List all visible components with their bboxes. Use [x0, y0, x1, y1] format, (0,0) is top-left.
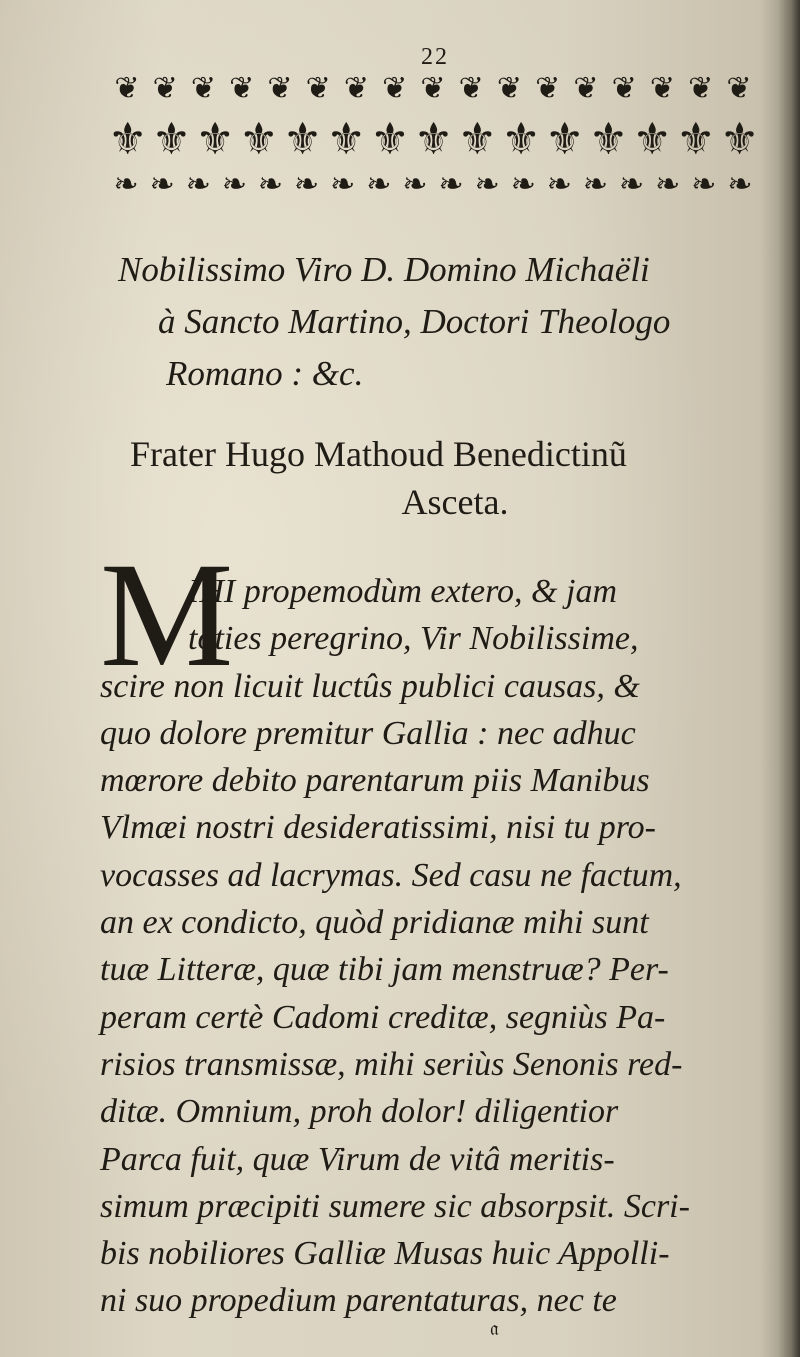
text-line: bis nobiliores Galliæ Musas huic Appolli- [100, 1235, 670, 1273]
fleuron-icon: ⚜ [326, 114, 366, 165]
ornament-row-middle [108, 114, 760, 170]
fleuron-icon: ❧ [366, 167, 392, 202]
fleuron-icon: ⚜ [282, 114, 323, 165]
fleuron-icon: ❧ [438, 167, 464, 202]
fleuron-icon: ❦ [649, 71, 676, 106]
author-line: Frater Hugo Mathoud Benedictinũ [130, 434, 627, 474]
text-line: ni suo propedium parentaturas, nec te [100, 1282, 617, 1320]
dedication-line: Nobilissimo Viro D. Domino Michaëli [118, 250, 650, 289]
fleuron-icon: ❧ [510, 167, 536, 202]
page-number: 22 [421, 44, 449, 70]
fleuron-icon: ❦ [229, 71, 255, 106]
text-line: Parca fuit, quæ Virum de vitâ meritis- [100, 1140, 615, 1178]
fleuron-icon: ⚜ [719, 114, 760, 165]
text-line: an ex condicto, quòd pridianæ mihi sunt [100, 904, 649, 942]
fleuron-icon: ⚜ [239, 114, 279, 165]
text-line: Vlmæi nostri desideratissimi, nisi tu pro- [100, 809, 657, 847]
fleuron-icon: ❧ [474, 167, 500, 202]
fleuron-icon: ❦ [726, 71, 752, 106]
fleuron-icon: ❦ [458, 71, 484, 106]
fleuron-icon: ❧ [330, 167, 356, 202]
fleuron-icon: ❧ [113, 167, 139, 202]
fleuron-icon: ❦ [382, 71, 408, 106]
fleuron-icon: ❧ [221, 167, 247, 202]
text-line: simum præcipiti sumere sic absorpsit. Scri- [100, 1187, 690, 1225]
fleuron-icon: ❦ [611, 71, 637, 106]
fleuron-icon: ❧ [655, 167, 681, 202]
text-line: risios transmissæ, mihi seriùs Senonis red- [100, 1045, 683, 1083]
fleuron-icon: ❦ [573, 71, 599, 106]
text-line: mœrore debito parentarum piis Manibus [100, 762, 650, 800]
fleuron-icon: ❧ [691, 167, 717, 202]
ornamental-headpiece [108, 71, 768, 214]
letter-body [100, 568, 770, 1325]
fleuron-icon: ❦ [152, 71, 178, 106]
author-heading [120, 430, 770, 526]
text-line: toties peregrino, Vir Nobilissime, [188, 620, 639, 658]
fleuron-icon: ⚜ [501, 114, 541, 165]
fleuron-icon: ⚜ [413, 114, 454, 165]
fleuron-icon: ⚜ [151, 114, 192, 165]
text-line: peram certè Cadomi creditæ, segniùs Pa- [100, 998, 666, 1036]
fleuron-icon: ⚜ [676, 114, 716, 165]
fleuron-icon: ❧ [294, 167, 320, 202]
fleuron-icon: ❦ [420, 71, 446, 106]
fleuron-icon: ⚜ [370, 114, 410, 165]
author-line: Asceta. [401, 482, 509, 522]
fleuron-icon: ❧ [402, 167, 428, 202]
text-line: tuæ Litteræ, quæ tibi jam menstruæ? Per- [100, 951, 669, 989]
fleuron-icon: ❦ [496, 71, 523, 106]
fleuron-icon: ⚜ [632, 114, 672, 165]
dedication-heading [118, 244, 768, 400]
fleuron-icon: ❦ [343, 71, 370, 106]
text-line: scire non licuit luctûs publici causas, & [100, 667, 640, 705]
fleuron-icon: ❦ [688, 71, 714, 106]
fleuron-icon: ❧ [546, 167, 572, 202]
dedication-line: Romano : &c. [166, 354, 364, 393]
fleuron-icon: ❧ [619, 167, 645, 202]
fleuron-icon: ⚜ [545, 114, 585, 165]
drop-capital: M [100, 532, 234, 698]
fleuron-icon: ❦ [114, 71, 140, 106]
fleuron-icon: ⚜ [588, 114, 629, 165]
fleuron-icon: ❦ [190, 71, 217, 106]
dedication-line: à Sancto Martino, Doctori Theologo [158, 302, 671, 341]
fleuron-icon: ❦ [267, 71, 293, 106]
fleuron-icon: ⚜ [457, 114, 498, 165]
fleuron-icon: ❧ [185, 167, 211, 202]
text-line: vocasses ad lacrymas. Sed casu ne factum, [100, 856, 682, 894]
fleuron-icon: ❧ [149, 167, 175, 202]
fleuron-icon: ❦ [535, 71, 561, 106]
text-line: IHI propemodùm extero, & jam [188, 573, 618, 610]
fleuron-icon: ❦ [305, 71, 331, 106]
ornament-row-top [108, 71, 758, 118]
fleuron-icon: ❧ [727, 167, 753, 202]
ornament-row-bottom [108, 167, 758, 210]
signature-mark: 𝔞 [490, 1318, 499, 1340]
fleuron-icon: ❧ [582, 167, 609, 202]
page-binding-edge [778, 0, 800, 1357]
text-line: ditæ. Omnium, proh dolor! diligentior [100, 1093, 619, 1131]
text-line: quo dolore premitur Gallia : nec adhuc [100, 714, 636, 752]
fleuron-icon: ❧ [257, 167, 284, 202]
fleuron-icon: ⚜ [195, 114, 235, 165]
fleuron-icon: ⚜ [108, 114, 148, 165]
